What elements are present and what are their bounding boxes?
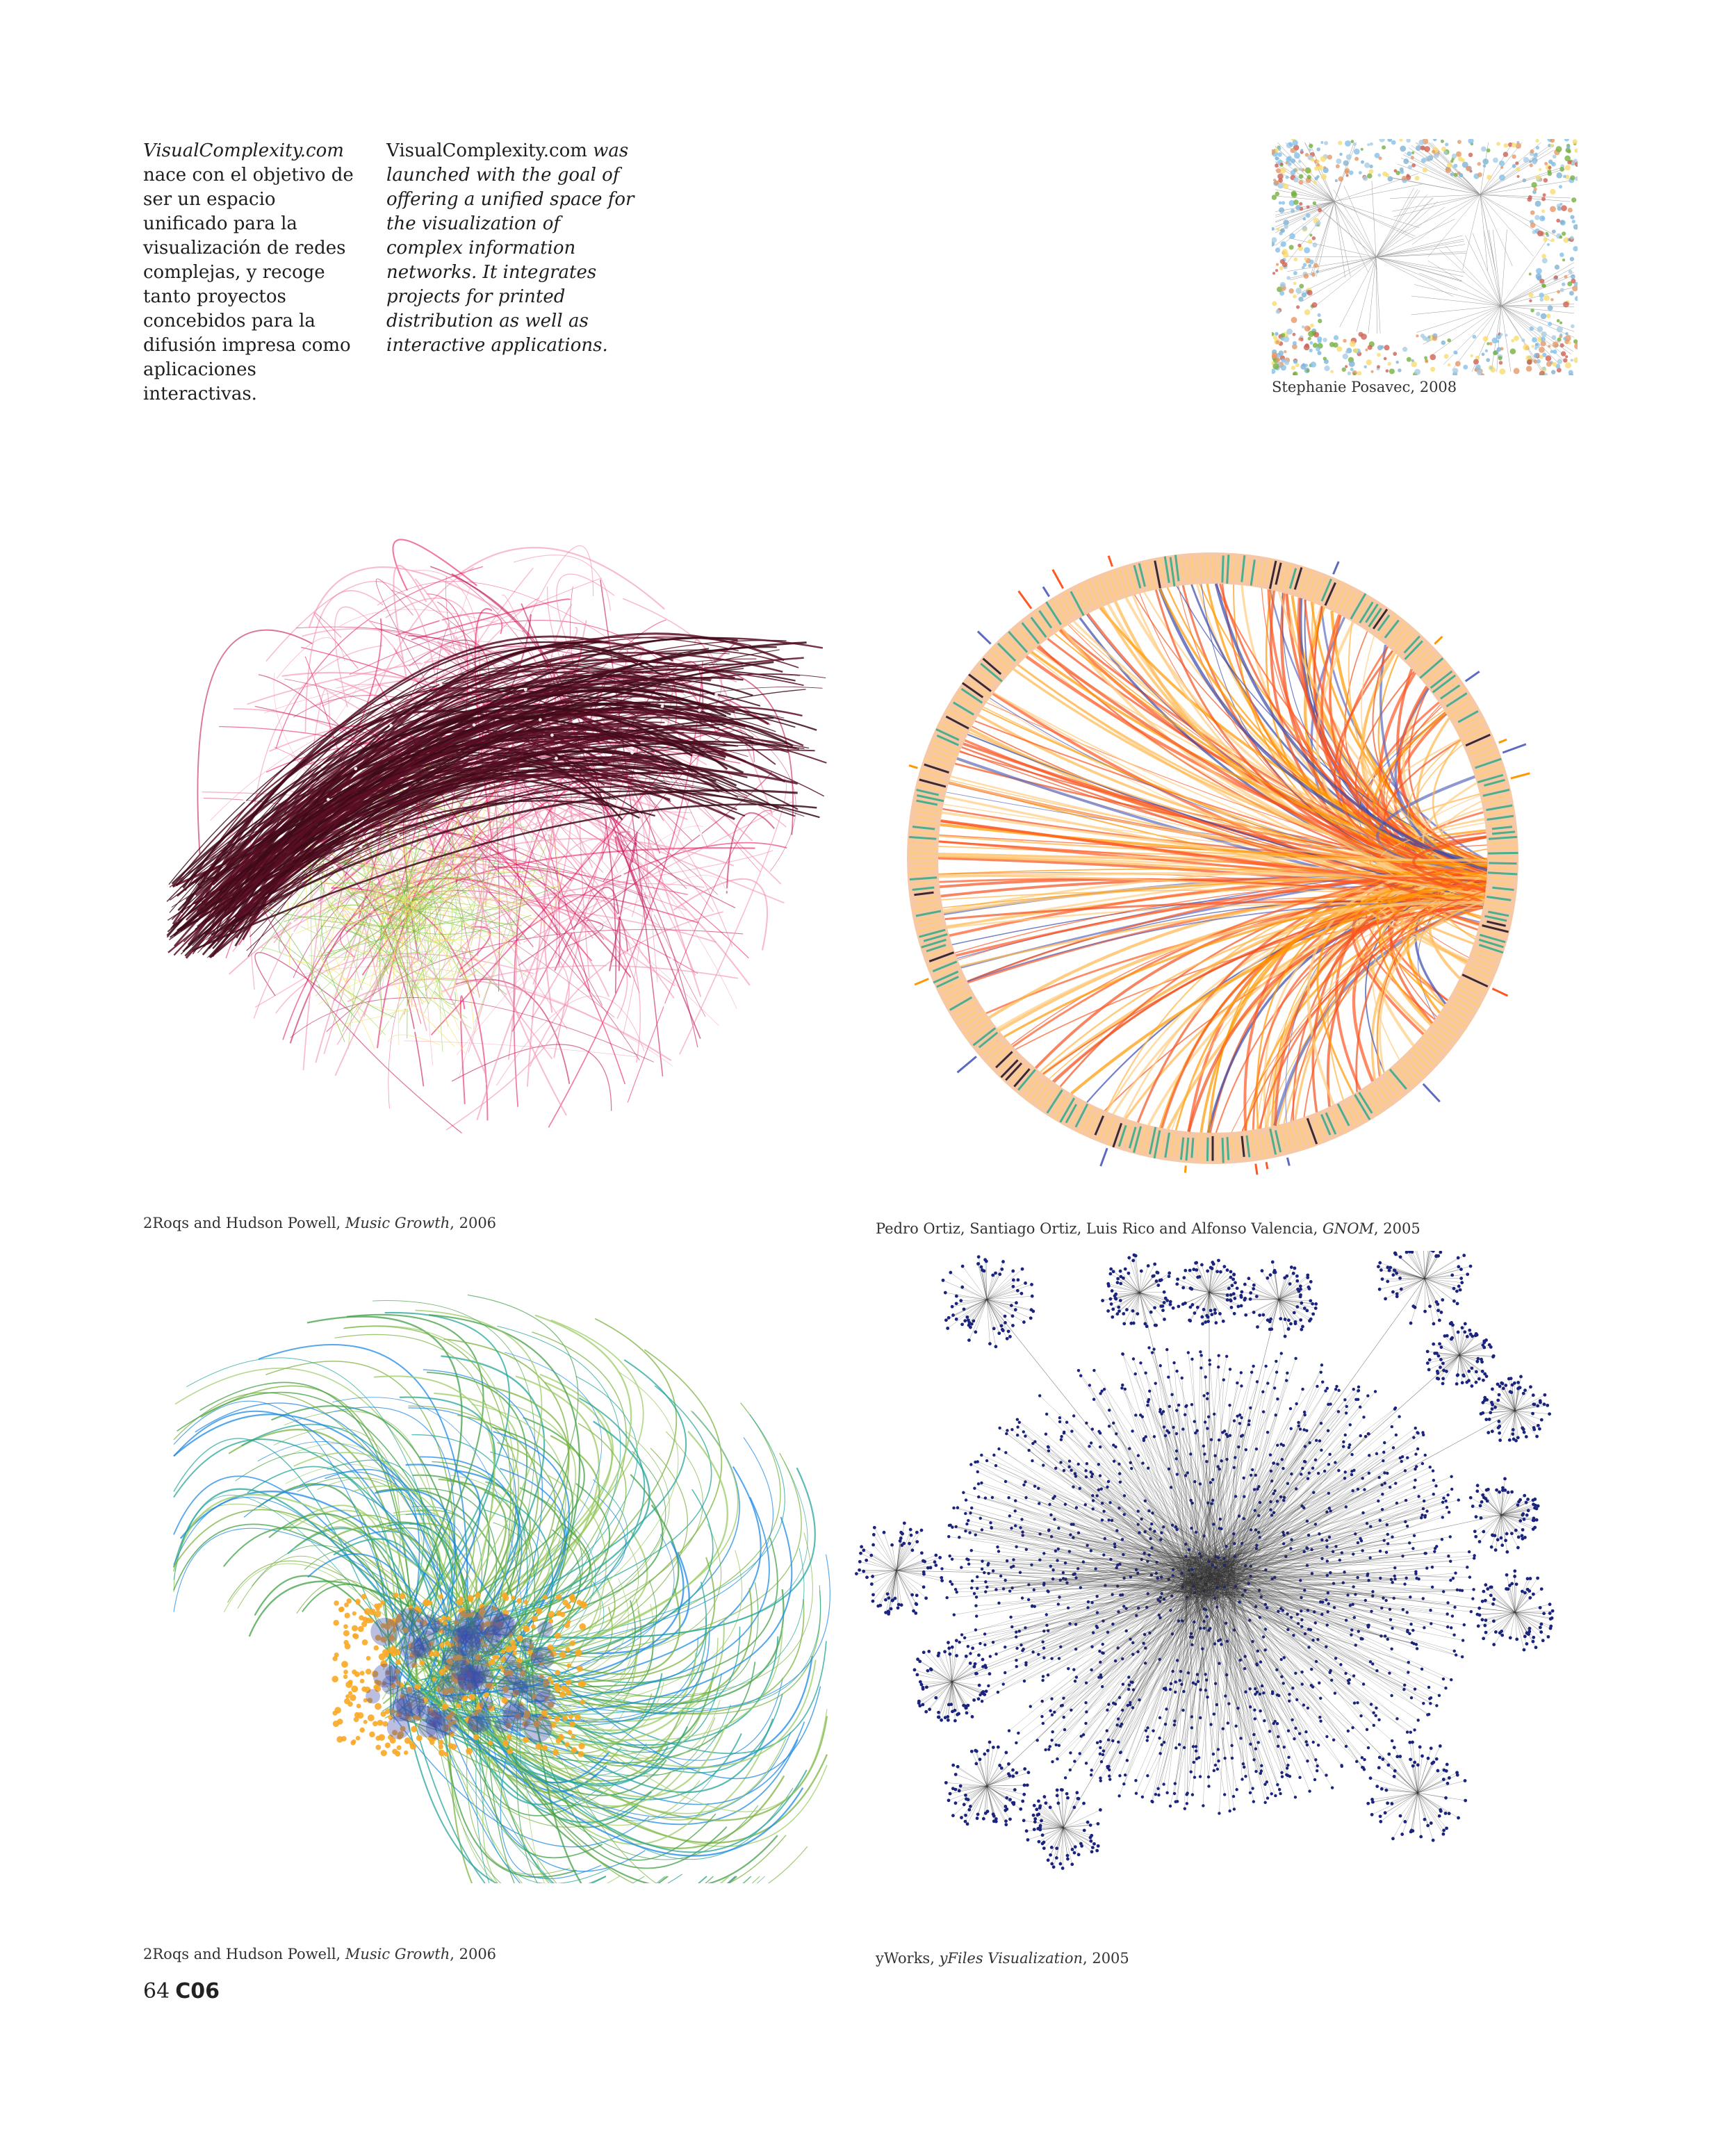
caption-posavec-text: Stephanie Posavec, 2008 (1272, 379, 1457, 395)
intro-english (386, 139, 637, 358)
intro-spanish (143, 139, 366, 407)
section-code: C06 (175, 1979, 220, 2003)
caption-posavec (1272, 379, 1457, 395)
music1-arcs (167, 539, 826, 1133)
caption-music2-authors: 2Roqs and Hudson Powell, (143, 1946, 345, 1962)
intro-en-title: VisualComplexity.com (386, 140, 587, 161)
caption-music1-authors: 2Roqs and Hudson Powell, (143, 1215, 345, 1231)
figure-yfiles (848, 1251, 1584, 1911)
caption-music-growth-2 (143, 1946, 496, 1962)
posavec-tree-graphic (1272, 139, 1578, 375)
caption-yfiles-authors: yWorks, (876, 1950, 940, 1967)
intro-es-body: nace con el objetivo de ser un espacio unificado para la visualización de redes complejas, y recoge tanto proyectos concebidos para la difusión impresa como aplicaciones interactivas. (143, 165, 354, 404)
yfiles-nodes (855, 1251, 1555, 1870)
caption-music2-work: Music Growth (345, 1946, 450, 1962)
caption-music1-work: Music Growth (345, 1215, 450, 1231)
caption-music-growth-1 (143, 1215, 496, 1231)
caption-yfiles-year: , 2005 (1082, 1950, 1129, 1967)
caption-yfiles-work: yFiles Visualization (939, 1950, 1083, 1967)
intro-en-body: was launched with the goal of offering a unified space for the visualization of complex information networks. It integrates projects for printed distribution as well as interactive applications. (386, 140, 634, 356)
page-number: 64 (143, 1979, 170, 2003)
music2-arcs (174, 1295, 830, 1883)
intro-es-title: VisualComplexity.com (143, 140, 344, 161)
caption-gnom-work: GNOM (1323, 1220, 1374, 1237)
music-growth-2-graphic (167, 1258, 834, 1883)
figure-music-growth-2 (167, 1258, 834, 1883)
figure-music-growth-1 (153, 514, 834, 1181)
caption-gnom-authors: Pedro Ortiz, Santiago Ortiz, Luis Rico and Alfonso Valencia, (876, 1220, 1323, 1237)
gnom-chords (908, 555, 1530, 1174)
yfiles-network-graphic (848, 1251, 1584, 1911)
music-growth-1-graphic (153, 514, 834, 1181)
page-folio (143, 1979, 220, 2003)
gnom-circular-graphic (862, 507, 1564, 1209)
figure-gnom (862, 507, 1564, 1209)
figure-posavec (1272, 139, 1578, 375)
posavec-tree (1272, 139, 1578, 375)
caption-gnom (876, 1220, 1420, 1237)
caption-music2-year: , 2006 (450, 1946, 497, 1962)
caption-gnom-year: , 2005 (1373, 1220, 1420, 1237)
caption-yfiles (876, 1950, 1129, 1967)
caption-music1-year: , 2006 (450, 1215, 497, 1231)
